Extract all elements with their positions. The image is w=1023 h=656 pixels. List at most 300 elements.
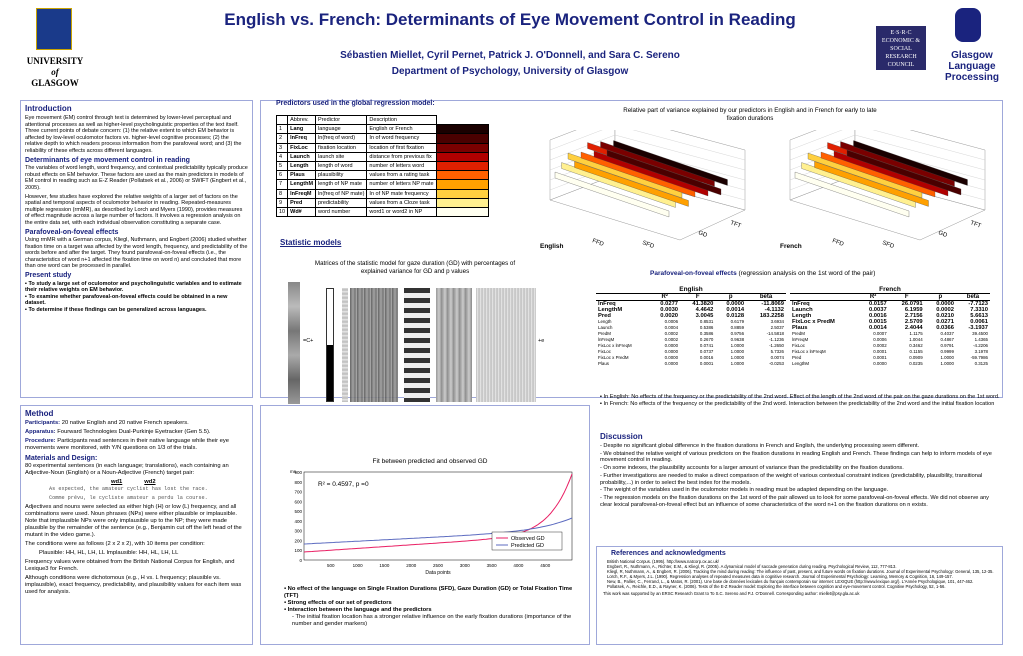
stat-cell-name: FixLoc x PredM — [792, 319, 835, 325]
stat-cell-r2: 0.0000 — [664, 361, 679, 366]
matrix-gp — [342, 288, 348, 402]
variance-chart-english — [530, 130, 760, 260]
university-crest-logo — [36, 8, 72, 50]
chart-axis-label: GD — [937, 230, 948, 239]
french-table — [790, 294, 990, 367]
stat-cell-r2: 0.0020 — [660, 313, 679, 319]
reference-item: Lorch, R.F., & Myers, J.L. (1990). Regression analyses of repeated measures data in cognitive research. Journal of Experimental Psychology: Learning, Memory & Cognition, 16, 149-157. — [607, 574, 953, 579]
stat-cell-r2: 0.0006 — [873, 337, 887, 342]
stat-cell-beta: 5.7326 — [770, 349, 784, 354]
predictor-cell-predictor: ln(freq of NP mate) — [316, 189, 367, 198]
predictor-cell-desc: English or French — [367, 125, 436, 134]
predictor-cell-n: 1 — [277, 125, 288, 134]
matrix-c — [326, 288, 334, 402]
finding-sub: - The initial fixation location has a stronger relative influence on the early fixation durations (importance of the number and gender markers) — [292, 614, 572, 627]
fr-col-r2: R² — [857, 294, 888, 301]
predictor-cell-n: 5 — [277, 161, 288, 170]
stat-cell-f: 0.0001 — [699, 361, 714, 366]
stat-cell-name: FixLoc — [792, 343, 805, 348]
predictor-color-swatch — [436, 143, 488, 152]
stat-cell-beta: -1.1236 — [769, 337, 784, 342]
stat-cell-f: 0.2670 — [699, 337, 714, 342]
english-table — [596, 294, 786, 367]
stat-cell-f: 0.0016 — [699, 355, 714, 360]
stat-cell-p: 0.9638 — [730, 337, 745, 342]
matrix-gpx — [436, 288, 472, 402]
predictor-cell-desc: In of word frequency — [367, 134, 436, 143]
statistic-models-subtitle: Matrices of the statistic model for gaze duration (GD) with percentages of explained variance for GD and p values — [314, 260, 516, 275]
predictor-color-swatch — [436, 198, 488, 207]
stat-cell-r2: 0.0277 — [660, 301, 679, 307]
stat-cell-name: LengthM — [792, 361, 810, 366]
stat-cell-f: 0.0737 — [699, 349, 714, 354]
fit-ytick: 300 — [294, 528, 302, 534]
stat-cell-f: 2.5709 — [904, 319, 923, 325]
predictor-cell-predictor: length of NP mate — [316, 180, 367, 189]
stat-cell-p: 0.9791 — [940, 343, 954, 348]
stat-cell-f: 1.0044 — [909, 337, 923, 342]
predictor-cell-n: 7 — [277, 180, 288, 189]
stat-cell-p: 1.0000 — [940, 361, 954, 366]
participants-line: Participants: 20 native English and 20 native French speakers. — [25, 420, 189, 426]
stat-cell-beta: 2.5037 — [770, 325, 784, 330]
aim-bullet-2: ▪ To examine whether parafoveal-on-foveal effects could be obtained in a new dataset. — [25, 293, 228, 307]
stat-cell-p: 0.0210 — [936, 313, 954, 319]
discussion-panel — [596, 430, 1003, 542]
note-french: ▪ In French: No effects of the frequency or the predictability of the 2nd word. Interaction between the predictability of the 2nd word and the initial fixation location — [600, 401, 995, 407]
fit-ytick: 800 — [294, 479, 302, 485]
predictor-cell-desc: distance from previous fix — [367, 152, 436, 161]
chart-language-label: English — [540, 243, 564, 250]
university-name: UNIVERSITY of GLASGOW — [26, 56, 84, 88]
fit-chart — [282, 466, 584, 584]
legend-observed-label: Observed GD — [511, 536, 545, 542]
stat-cell-p: 0.0000 — [936, 301, 954, 307]
fit-xtick: 2000 — [406, 563, 417, 568]
stat-cell-beta: -7.7123 — [968, 301, 988, 307]
predictor-color-swatch — [436, 189, 488, 198]
stat-cell-r2: 0.0001 — [873, 349, 887, 354]
discussion-item: - Despite no significant global difference in the fixation durations in French and English, the underlying processing seem different. — [600, 443, 920, 449]
predictor-cell-predictor: plausibility — [316, 171, 367, 180]
english-table-label: English — [596, 286, 786, 294]
predictor-cell-desc: values from a rating task — [367, 171, 436, 180]
present-study-heading: Present study — [25, 272, 72, 280]
stat-cell-r2: 0.0000 — [664, 355, 679, 360]
stat-cell-beta: -3.1937 — [968, 325, 988, 331]
introduction-heading: Introduction — [25, 104, 72, 113]
stat-cell-r2: 0.0030 — [660, 307, 679, 313]
stat-cell-name: FixLoc — [598, 349, 611, 354]
stat-cell-f: 6.1959 — [904, 307, 923, 313]
stat-cell-beta: 39.4500 — [972, 331, 988, 336]
variance-chart-title: Relative part of variance explained by our predictors in English and in French for early to late fixation durations — [623, 107, 877, 122]
stat-cell-p: 1.0000 — [730, 355, 745, 360]
stat-cell-beta: -14.5818 — [766, 331, 784, 336]
stat-cell-r2: 0.0006 — [664, 319, 679, 324]
predictor-cell-n: 10 — [277, 207, 288, 216]
stat-cell-name: Pred — [598, 313, 611, 319]
intro-paragraph-3: However, few studies have explored the relative weights of a larger set of factors on the spatial and temporal aspects of oculomotor behavior in reading. Repeated-measures multiple regression (rmMR), as described by Lorch and Myers (1990), provides measures of effect magnitude across a large number of factors. It involves a regression analysis on the entire data set, with each individual observation constituting a separate case. — [25, 193, 243, 226]
stat-cell-p: 0.9756 — [730, 331, 745, 336]
poster-title: English vs. French: Determinants of Eye Movement Control in Reading — [224, 10, 796, 29]
predictor-row — [277, 171, 489, 180]
stat-cell-f: 0.0741 — [699, 343, 714, 348]
fit-xtick: 3000 — [459, 563, 470, 568]
predictor-cell-abbrev: lnFreq — [288, 134, 316, 143]
discussion-item: - We obtained the relative weight of various predictors on the fixation durations in reading English and French. These findings can help to inform models of eye movement control in reading. — [600, 450, 992, 464]
fit-xtick: 1000 — [352, 563, 363, 568]
predictor-row — [277, 180, 489, 189]
stat-cell-p: 0.6179 — [730, 319, 745, 324]
stat-cell-beta: -1.2650 — [769, 343, 784, 348]
predictor-cell-predictor: ln(freq of word) — [316, 134, 367, 143]
predictors-heading: Predictors used in the global regression model: — [276, 100, 435, 107]
predictor-cell-abbrev: Length — [288, 161, 316, 170]
fit-ytick: 600 — [294, 499, 302, 505]
stat-cell-f: 2.7156 — [904, 313, 923, 319]
reference-item: Kliegl, R, Nuthmann, A., & Engbert, R. (2006). Tracking the mind during reading: The influence of past, present, and future words on fixation durations. Journal of Experimental Psychology: General, 135, 12-35. — [607, 569, 994, 574]
predictors-section — [276, 100, 516, 217]
fit-ytick: 500 — [294, 509, 302, 515]
author-list: Sébastien Miellet, Cyril Pernet, Patrick J. O'Donnell, and Sara C. Sereno — [340, 50, 680, 61]
discussion-item: - Further investigations are needed to make a direct comparison of the weight of various contextual constraint indices (predictability, plausibility, transitional probability,...) in order to select the best index for the models. — [600, 472, 983, 486]
stat-cell-name: FixLoc x lnFreqM — [598, 343, 632, 348]
stat-cell-p: 1.0000 — [730, 343, 745, 348]
fit-ytick: 100 — [294, 548, 302, 554]
materials-paragraph-5: Although conditions were dichotomous (e.g., H vs. L frequency; plausible vs. implausible), exact frequency, predictability, and plausibility values for each item was used for analysis. — [25, 575, 242, 595]
stat-cell-r2: 0.0001 — [873, 355, 887, 360]
predictor-row — [277, 152, 489, 161]
poster-header — [0, 0, 1023, 96]
fit-xtick: 4500 — [540, 563, 551, 568]
stat-cell-f: 3.0045 — [695, 313, 714, 319]
fit-ytick: 0 — [299, 558, 302, 563]
stat-cell-name: lnFreq — [792, 301, 810, 307]
example-french: Comme prévu, le cycliste amateur a perdu la course. — [49, 495, 208, 501]
predictor-cell-desc: In of NP mate frequency — [367, 189, 436, 198]
fit-xtick: 2500 — [432, 563, 444, 568]
stat-cell-p: 0.4867 — [940, 337, 954, 342]
finding-bullet-1: ▪ No effect of the language on Single Fixation Durations (SFD), Gaze Duration (GD) or Total Fixation Time (TFT) — [284, 586, 573, 599]
stat-cell-beta: 5.6613 — [970, 313, 988, 319]
col-description: Description — [367, 116, 436, 125]
chart-language-label: French — [780, 243, 802, 250]
en-col-r2: R² — [649, 294, 680, 301]
predictor-cell-n: 2 — [277, 134, 288, 143]
predictor-color-swatch — [436, 171, 488, 180]
predictor-cell-n: 9 — [277, 198, 288, 207]
reference-item: British National Corpus. (1995). http://www.natcorp.ox.ac.uk/ — [607, 559, 719, 564]
discussion-item: - On some indexes, the plausibility accounts for a larger amount of variance than the predictability on the fixation durations. — [600, 465, 904, 472]
predictor-color-swatch — [436, 207, 488, 216]
reference-item: Engbert, R., Nuthmann, A., Richter, E.M., & Kliegl, R. (2005). A dynamical model of saccade generation during reading. Psychological Review, 112, 777-813. — [607, 564, 897, 569]
apparatus-line: Apparatus: Fourward Technologies Dual-Purkinje Eyetracker (Gen 5.5). — [25, 429, 211, 435]
fit-ylabel: ms — [290, 469, 296, 474]
chart-axis-label: FFD — [831, 238, 845, 248]
predictor-cell-abbrev: Lang — [288, 125, 316, 134]
eq-right-label: +e — [538, 338, 545, 344]
stat-cell-r2: 0.0000 — [664, 343, 679, 348]
stat-cell-f: 0.1155 — [909, 349, 923, 354]
stat-cell-r2: 0.0015 — [868, 319, 887, 325]
fit-ytick: 900 — [294, 470, 302, 475]
stat-cell-name: Pred — [792, 355, 802, 360]
discussion-item: - The weight of the variables used in the oculomotor models in reading must be adapted depending on the language. — [600, 487, 889, 494]
aim-bullet-1: ▪ To study a large set of oculomotor and psycholinguistic variables and to estimate their relative weights on EM behavior. — [25, 280, 242, 294]
statistic-models-heading: Statistic models — [280, 238, 342, 247]
stat-cell-p: 1.0000 — [730, 349, 745, 354]
stat-cell-beta: 3.1978 — [974, 349, 988, 354]
predictor-cell-predictor: language — [316, 125, 367, 134]
stat-cell-f: 0.8531 — [699, 319, 714, 324]
predictor-color-swatch — [436, 152, 488, 161]
fr-col-f: F — [889, 294, 925, 301]
stat-row — [596, 361, 786, 367]
parafoveal-english — [596, 286, 786, 367]
chart-axis-label: FFD — [591, 238, 605, 248]
stat-cell-r2: 0.0157 — [868, 301, 887, 307]
predictor-cell-n: 6 — [277, 171, 288, 180]
stat-cell-f: 0.5386 — [699, 325, 714, 330]
fit-ytick: 700 — [294, 489, 302, 495]
predictor-color-swatch — [436, 134, 488, 143]
example-english: As expected, the amateur cyclist has lost the race. — [49, 486, 208, 492]
materials-heading: Materials and Design: — [25, 455, 98, 462]
stat-cell-name: LengthM — [598, 307, 623, 313]
stat-cell-f: 41.3820 — [692, 301, 714, 307]
materials-paragraph-3: The conditions were as follows (2 x 2 x 2), with 10 items per condition: — [25, 541, 205, 547]
stat-cell-name: Plaus — [598, 361, 609, 366]
procedure-line: Procedure: Participants read sentences in their native language while their eye movements were monitored, with Y/N questions on 1/3 of the trials. — [25, 438, 229, 451]
stat-cell-p: 0.0271 — [936, 319, 954, 325]
predictor-cell-desc: word1 or word2 in NP — [367, 207, 436, 216]
fit-xtick: 500 — [327, 563, 335, 568]
stat-cell-beta: -4.1132 — [764, 307, 784, 313]
fit-xtick: 4000 — [513, 563, 524, 568]
stat-cell-f: 0.0909 — [909, 355, 923, 360]
parafoveal-heading: Parafoveal-on-foveal effects (regression analysis on the 1st word of the pair) — [650, 270, 876, 277]
chart-axis-label: TFT — [969, 220, 982, 230]
glp-logo-icon — [955, 8, 981, 42]
fit-xtick: 1500 — [379, 563, 390, 568]
predictor-cell-n: 8 — [277, 189, 288, 198]
stat-cell-p: 1.0000 — [940, 355, 954, 360]
reference-item: Pollatsek, A., Reichle, E.D., & Rayner, K. (2006). Tests of the E-Z Reader model: Exploring the interface between cognition and eye-movement control. Cognitive Psychology, 52, 1-56. — [607, 584, 946, 589]
matrix-subjects — [404, 288, 430, 402]
predictor-cell-desc: values from a Cloze task — [367, 198, 436, 207]
conditions-line: Plausible: HH, HL, LH, LL Implausible: HH, HL, LH, LL — [39, 550, 179, 556]
en-col-p: p — [715, 294, 746, 301]
predictor-row — [277, 134, 489, 143]
stat-cell-r2: 0.0037 — [868, 307, 887, 313]
stat-cell-f: 4.4642 — [695, 307, 714, 313]
reference-item: New, B., Pallier, C., Ferrand, L., & Matos, R. (2001). Une base de données lexicales du français contemporain sur internet: LEXIQUE (http://www.lexique.org/). L'Année Psychologique, 101, 447-462. — [607, 579, 974, 584]
word-position-labels: wd1 wd2 — [111, 479, 156, 485]
stat-cell-p: 0.9999 — [940, 349, 954, 354]
stat-cell-beta: -11.8069 — [761, 301, 784, 307]
predictor-cell-predictor: launch site — [316, 152, 367, 161]
department: Department of Psychology, University of Glasgow — [391, 66, 629, 77]
predictor-color-swatch — [436, 125, 488, 134]
stat-cell-beta: 183.2258 — [759, 313, 784, 319]
finding-bullet-2: ▪ Strong effects of our set of predictors — [284, 600, 392, 606]
stat-cell-f: 2.4044 — [904, 325, 923, 331]
stat-cell-f: 0.3462 — [909, 343, 923, 348]
matrix-x — [350, 288, 398, 402]
fit-ytick: 400 — [294, 518, 302, 524]
fr-col-beta: beta — [956, 294, 990, 301]
col-abbrev: Abbrev. — [288, 116, 316, 125]
references-panel — [596, 546, 1003, 645]
stat-cell-r2: 0.0002 — [873, 343, 887, 348]
fit-xlabel: Data points — [425, 570, 451, 576]
stat-cell-beta: 3.6934 — [770, 319, 784, 324]
en-col-f: F — [680, 294, 715, 301]
predictor-cell-abbrev: FixLoc — [288, 143, 316, 152]
stat-cell-beta: 7.3310 — [970, 307, 988, 313]
predictor-cell-n: 3 — [277, 143, 288, 152]
stat-cell-r2: 0.0014 — [868, 325, 887, 331]
predictor-color-swatch — [436, 180, 488, 189]
matrix-subjectsx — [476, 288, 536, 402]
fr-col-p: p — [925, 294, 956, 301]
stat-row — [790, 361, 990, 367]
stat-cell-r2: 0.0000 — [873, 361, 887, 366]
predictor-cell-abbrev: Plaus — [288, 171, 316, 180]
predictors-header-row — [277, 116, 489, 125]
stat-cell-f: 26.0791 — [901, 301, 923, 307]
stat-cell-p: 0.0000 — [726, 301, 745, 307]
predictors-table — [276, 115, 489, 217]
note-english: ▪ In English: No effects of the frequency or the predictability of the 2nd word. Effect of the length of the 2nd word of the pair on the gaze durations on the 1st word. — [600, 394, 1000, 400]
predictor-color-swatch — [436, 161, 488, 170]
stat-cell-f: 1.1175 — [909, 331, 923, 336]
method-heading: Method — [25, 409, 54, 418]
predictor-cell-desc: number of letters word — [367, 161, 436, 170]
stat-cell-beta: 0.0074 — [770, 355, 784, 360]
method-panel — [20, 405, 253, 645]
predictor-row — [277, 161, 489, 170]
legend-predicted-label: Predicted GD — [511, 543, 545, 549]
stat-cell-beta: 0.3125 — [974, 361, 988, 366]
stat-cell-name: FixLoc x lnFreqM — [792, 349, 826, 354]
materials-paragraph-4: Frequency values were obtained from the British National Corpus for English, and Lexique3 for French. — [25, 559, 235, 572]
predictor-cell-predictor: fixation location — [316, 143, 367, 152]
stat-cell-name: lnFreq — [598, 301, 616, 307]
predictor-cell-desc: number of letters NP mate — [367, 180, 436, 189]
predictor-cell-abbrev: lnFreqM — [288, 189, 316, 198]
stat-cell-beta: 1.4365 — [974, 337, 988, 342]
col-predictor: Predictor — [316, 116, 367, 125]
discussion-list — [600, 443, 999, 508]
glp-logo-text: Glasgow Language Processing — [945, 50, 999, 83]
stat-cell-p: 1.0000 — [730, 361, 745, 366]
discussion-heading: Discussion — [600, 432, 643, 441]
stat-cell-f: 0.3586 — [699, 331, 714, 336]
eq-left-label: =C+ — [303, 338, 314, 344]
materials-paragraph-2: Adjectives and nouns were selected as either high (H) or low (L) frequency, and all combinations were used. Noun phrases (NPs) were either plausible or implausible. Note that implausible NPs were only implausible up to the NP; they were made plausible by the remainder of the sentence (e.g., Benjamin cut off the left head of the mutant in the video game.). — [25, 504, 242, 538]
stat-cell-name: lnFreqM — [792, 337, 809, 342]
fit-ytick: 200 — [294, 538, 302, 544]
stat-cell-r2: 0.0007 — [873, 331, 887, 336]
stat-cell-name: Plaus — [792, 325, 808, 331]
finding-bullet-3: ▪ Interaction between the language and the predictors — [284, 607, 432, 613]
predictor-row — [277, 198, 489, 207]
esrc-logo: E·S·R·C ECONOMIC & SOCIAL RESEARCH COUNCIL — [876, 26, 926, 70]
predictor-row — [277, 125, 489, 134]
parafoveal-french — [790, 286, 990, 367]
stat-cell-f: 0.0235 — [909, 361, 923, 366]
stat-cell-p: 0.8859 — [730, 325, 745, 330]
stat-cell-p: 0.0002 — [936, 307, 954, 313]
predictor-cell-predictor: word number — [316, 207, 367, 216]
acknowledgment: This work was supported by an ERSC Research Grant to To S.C. Sereno and P.J. O'Donnell. Corresponding author: miellet@psy.gla.ac.uk — [603, 591, 860, 596]
chart-axis-label: GD — [697, 230, 708, 239]
intro-paragraph-2: The variables of word length, word frequency, and contextual predictability typically produce robust effects on EM behavior. These factors are used as the main predictors in models of EM control in reading such as E-Z Reader (Pollatsek et al., 2006) or SWIFT (Engbert et al., 2005). — [25, 165, 248, 191]
chart-axis-label: SFD — [641, 240, 655, 250]
references-heading: References and acknowledgments — [611, 550, 726, 557]
findings-list — [284, 586, 584, 628]
introduction-panel — [20, 100, 253, 398]
chart-axis-label: SFD — [881, 240, 895, 250]
predictor-cell-predictor: predictability — [316, 198, 367, 207]
predictor-cell-abbrev: LengthM — [288, 180, 316, 189]
stat-cell-p: 0.4037 — [940, 331, 954, 336]
materials-paragraph-1: 80 experimental sentences (in each language; translations), each containing an Adjective-Noun (English) or a Noun-Adjective (French) target pair: — [25, 463, 229, 476]
stat-cell-name: PredM — [598, 331, 611, 336]
stat-cell-p: 0.0366 — [936, 325, 954, 331]
parafoveal-notes — [600, 394, 1000, 408]
stat-cell-r2: 0.0004 — [664, 325, 679, 330]
chart-axis-label: TFT — [729, 220, 742, 230]
predictor-cell-abbrev: Wd# — [288, 207, 316, 216]
predictor-cell-abbrev: Pred — [288, 198, 316, 207]
predictor-cell-abbrev: Launch — [288, 152, 316, 161]
stat-cell-beta: 0.0061 — [970, 319, 988, 325]
col-color — [436, 116, 488, 125]
determinants-heading: Determinants of eye movement control in reading — [25, 156, 190, 164]
fit-chart-title: Fit between predicted and observed GD — [372, 458, 488, 465]
stat-cell-name: PredM — [792, 331, 805, 336]
predictor-row — [277, 189, 489, 198]
col-num — [277, 116, 288, 125]
stat-cell-name: lnFreqM — [598, 337, 615, 342]
stat-cell-p: 0.0014 — [726, 307, 745, 313]
stat-cell-p: 0.0128 — [726, 313, 745, 319]
stat-cell-name: FixLoc x PredM — [598, 355, 629, 360]
stat-cell-r2: 0.0000 — [664, 349, 679, 354]
matrix-figure — [280, 282, 580, 408]
parafoveal-intro-heading: Parafoveal-on-foveal effects — [25, 228, 119, 236]
stat-cell-name: Length — [792, 313, 812, 319]
predictor-row — [277, 207, 489, 216]
stat-cell-r2: 0.0002 — [664, 337, 679, 342]
fit-xtick: 3500 — [486, 563, 497, 568]
stat-cell-beta: -4.2206 — [973, 343, 988, 348]
predictor-cell-desc: location of first fixation — [367, 143, 436, 152]
variance-chart-french — [770, 130, 1000, 260]
predictor-row — [277, 143, 489, 152]
stat-cell-name: Launch — [598, 325, 613, 330]
intro-paragraph-1: Eye movement (EM) control through text is determined by lower-level perceptual and attentional processes as well as higher-level psycholinguistic properties of the text itself. Three current points of debate concern: (1) the relative extent to which EM behavior is affected by low-level oculomotor factors vs. higher-level cognitive processes; (2) the relative depth to which readers process information from the parafoveal word; and (3) the reliability of these effects across different languages. — [25, 115, 242, 154]
references-list — [603, 559, 996, 589]
predictor-cell-predictor: length of word — [316, 161, 367, 170]
matrix-y — [288, 282, 300, 404]
stat-cell-beta: -59.7986 — [970, 355, 988, 360]
fit-r2-text: R² = 0.4597, p =0 — [318, 481, 369, 488]
intro-paragraph-4: Using rmMR with a German corpus, Kliegl, Nuthmann, and Engbert (2006) studied whether fixation time on a target was affected by the word length, frequency, and predictability of the words before and after the target. They found parafoveal-on-foveal effects (i.e., the characteristics of word n+1 affected the fixation time on word n) and concluded that more than one word can be processed in parallel. — [25, 237, 248, 270]
